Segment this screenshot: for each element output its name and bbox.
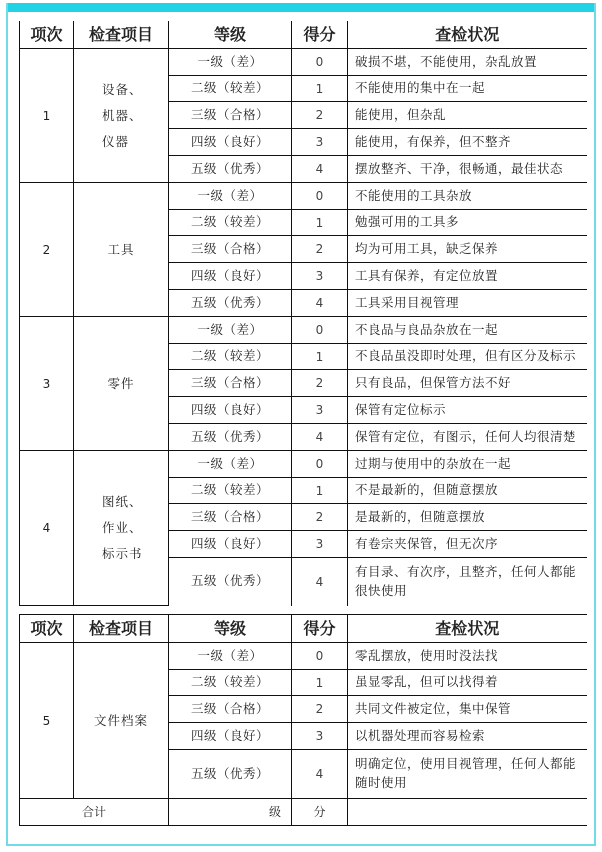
total-row (20, 799, 587, 826)
grade-cell: 五级（优秀） (169, 156, 292, 183)
score-cell: 3 (292, 723, 348, 750)
status-cell: 破损不堪，不能使用，杂乱放置 (348, 49, 587, 76)
status-cell: 只有良品，但保管方法不好 (348, 370, 587, 397)
grade-cell: 三级（合格） (169, 236, 292, 263)
grade-cell: 二级（较差） (169, 210, 292, 236)
status-cell: 勉强可用的工具多 (348, 210, 587, 236)
grade-cell: 一级（差） (169, 49, 292, 76)
status-cell: 虽显零乱，但可以找得着 (348, 670, 587, 696)
score-cell: 0 (292, 49, 348, 76)
total-grade-field[interactable]: 级 (169, 799, 292, 826)
score-cell: 1 (292, 210, 348, 236)
item-number: 3 (20, 317, 74, 451)
inspection-item (74, 317, 169, 451)
header-grade: 等级 (169, 615, 292, 643)
header-row (20, 615, 587, 643)
status-cell: 能使用，有保养，但不整齐 (348, 129, 587, 156)
inspection-item (74, 183, 169, 317)
score-cell: 4 (292, 750, 348, 799)
status-cell: 不良品虽没即时处理，但有区分及标示 (348, 344, 587, 370)
score-cell: 4 (292, 290, 348, 317)
inspection-item-line: 标示书 (102, 546, 143, 561)
grade-cell: 一级（差） (169, 317, 292, 344)
score-cell: 1 (292, 670, 348, 696)
score-cell: 3 (292, 531, 348, 558)
inspection-item-line: 工具 (107, 241, 135, 257)
grade-cell: 四级（良好） (169, 531, 292, 558)
inspection-item (74, 643, 169, 799)
grade-cell: 四级（良好） (169, 397, 292, 424)
status-cell: 不能使用的工具杂放 (348, 183, 587, 210)
status-cell: 有目录、有次序，且整齐，任何人都能很快使用 (348, 558, 587, 606)
inspection-table-2 (19, 614, 587, 826)
total-status-field[interactable] (348, 799, 587, 826)
item-number: 5 (20, 643, 74, 799)
frame-top-bar (6, 3, 596, 12)
score-cell: 3 (292, 129, 348, 156)
frame-left-border (6, 3, 8, 846)
header-row (20, 21, 587, 49)
header-item: 检查项目 (74, 21, 169, 49)
header-status: 查检状况 (348, 615, 587, 643)
grade-cell: 三级（合格） (169, 504, 292, 531)
score-cell: 4 (292, 156, 348, 183)
inspection-item-line: 文件档案 (93, 712, 148, 728)
status-cell: 均为可用工具，缺乏保养 (348, 236, 587, 263)
grade-cell: 五级（优秀） (169, 424, 292, 451)
score-cell: 4 (292, 558, 348, 606)
grade-cell: 二级（较差） (169, 478, 292, 504)
status-cell: 不能使用的集中在一起 (348, 76, 587, 102)
grade-cell: 四级（良好） (169, 129, 292, 156)
grade-cell: 四级（良好） (169, 263, 292, 290)
frame-bottom-border (6, 844, 596, 846)
grade-cell: 一级（差） (169, 643, 292, 670)
score-cell: 2 (292, 236, 348, 263)
header-score: 得分 (292, 21, 348, 49)
score-cell: 2 (292, 370, 348, 397)
score-cell: 4 (292, 424, 348, 451)
grade-cell: 三级（合格） (169, 370, 292, 397)
inspection-item-line: 仪器 (102, 133, 130, 149)
score-cell: 1 (292, 344, 348, 370)
header-grade: 等级 (169, 21, 292, 49)
frame-right-border (594, 3, 596, 846)
grade-cell: 五级（优秀） (169, 750, 292, 799)
status-cell: 有卷宗夹保管，但无次序 (348, 531, 587, 558)
grade-cell: 五级（优秀） (169, 558, 292, 606)
table-row (20, 183, 587, 210)
grade-cell: 二级（较差） (169, 670, 292, 696)
score-cell: 2 (292, 504, 348, 531)
status-cell: 摆放整齐、干净，很畅通，最佳状态 (348, 156, 587, 183)
status-cell: 不是最新的，但随意摆放 (348, 478, 587, 504)
grade-cell: 一级（差） (169, 451, 292, 478)
header-status: 查检状况 (348, 21, 587, 49)
score-cell: 0 (292, 451, 348, 478)
item-number: 2 (20, 183, 74, 317)
grade-cell: 一级（差） (169, 183, 292, 210)
score-cell: 0 (292, 643, 348, 670)
table-row (20, 49, 587, 76)
table-row (20, 643, 587, 670)
inspection-table-1 (19, 21, 587, 606)
grade-cell: 三级（合格） (169, 696, 292, 723)
header-score: 得分 (292, 615, 348, 643)
item-number: 1 (20, 49, 74, 183)
score-cell: 0 (292, 317, 348, 344)
grade-cell: 二级（较差） (169, 76, 292, 102)
status-cell: 是最新的，但随意摆放 (348, 504, 587, 531)
inspection-item-line: 作业、 (102, 520, 143, 535)
item-number: 4 (20, 451, 74, 606)
status-cell: 工具有保养，有定位放置 (348, 263, 587, 290)
status-cell: 保管有定位，有图示，任何人均很清楚 (348, 424, 587, 451)
status-cell: 明确定位，使用目视管理，任何人都能随时使用 (348, 750, 587, 799)
score-cell: 1 (292, 478, 348, 504)
status-cell: 共同文件被定位，集中保管 (348, 696, 587, 723)
inspection-item-line: 设备、 (102, 81, 143, 97)
inspection-item (74, 451, 169, 606)
score-cell: 0 (292, 183, 348, 210)
status-cell: 以机器处理而容易检索 (348, 723, 587, 750)
status-cell: 能使用，但杂乱 (348, 102, 587, 129)
status-cell: 过期与使用中的杂放在一起 (348, 451, 587, 478)
grade-cell: 三级（合格） (169, 102, 292, 129)
status-cell: 不良品与良品杂放在一起 (348, 317, 587, 344)
total-label: 合计 (20, 799, 169, 826)
inspection-item-line: 零件 (107, 375, 135, 391)
status-cell: 工具采用目视管理 (348, 290, 587, 317)
table-row (20, 451, 587, 478)
score-cell: 3 (292, 263, 348, 290)
status-cell: 零乱摆放，使用时没法找 (348, 643, 587, 670)
inspection-item (74, 49, 169, 183)
score-cell: 2 (292, 102, 348, 129)
grade-cell: 四级（良好） (169, 723, 292, 750)
score-cell: 1 (292, 76, 348, 102)
header-item: 检查项目 (74, 615, 169, 643)
header-no: 项次 (20, 21, 74, 49)
grade-cell: 二级（较差） (169, 344, 292, 370)
inspection-item-line: 图纸、 (102, 494, 143, 509)
score-cell: 3 (292, 397, 348, 424)
header-no: 项次 (20, 615, 74, 643)
table-row (20, 317, 587, 344)
score-cell: 2 (292, 696, 348, 723)
grade-cell: 五级（优秀） (169, 290, 292, 317)
total-score-field[interactable]: 分 (292, 799, 348, 826)
inspection-item-line: 机器、 (102, 107, 143, 123)
status-cell: 保管有定位标示 (348, 397, 587, 424)
